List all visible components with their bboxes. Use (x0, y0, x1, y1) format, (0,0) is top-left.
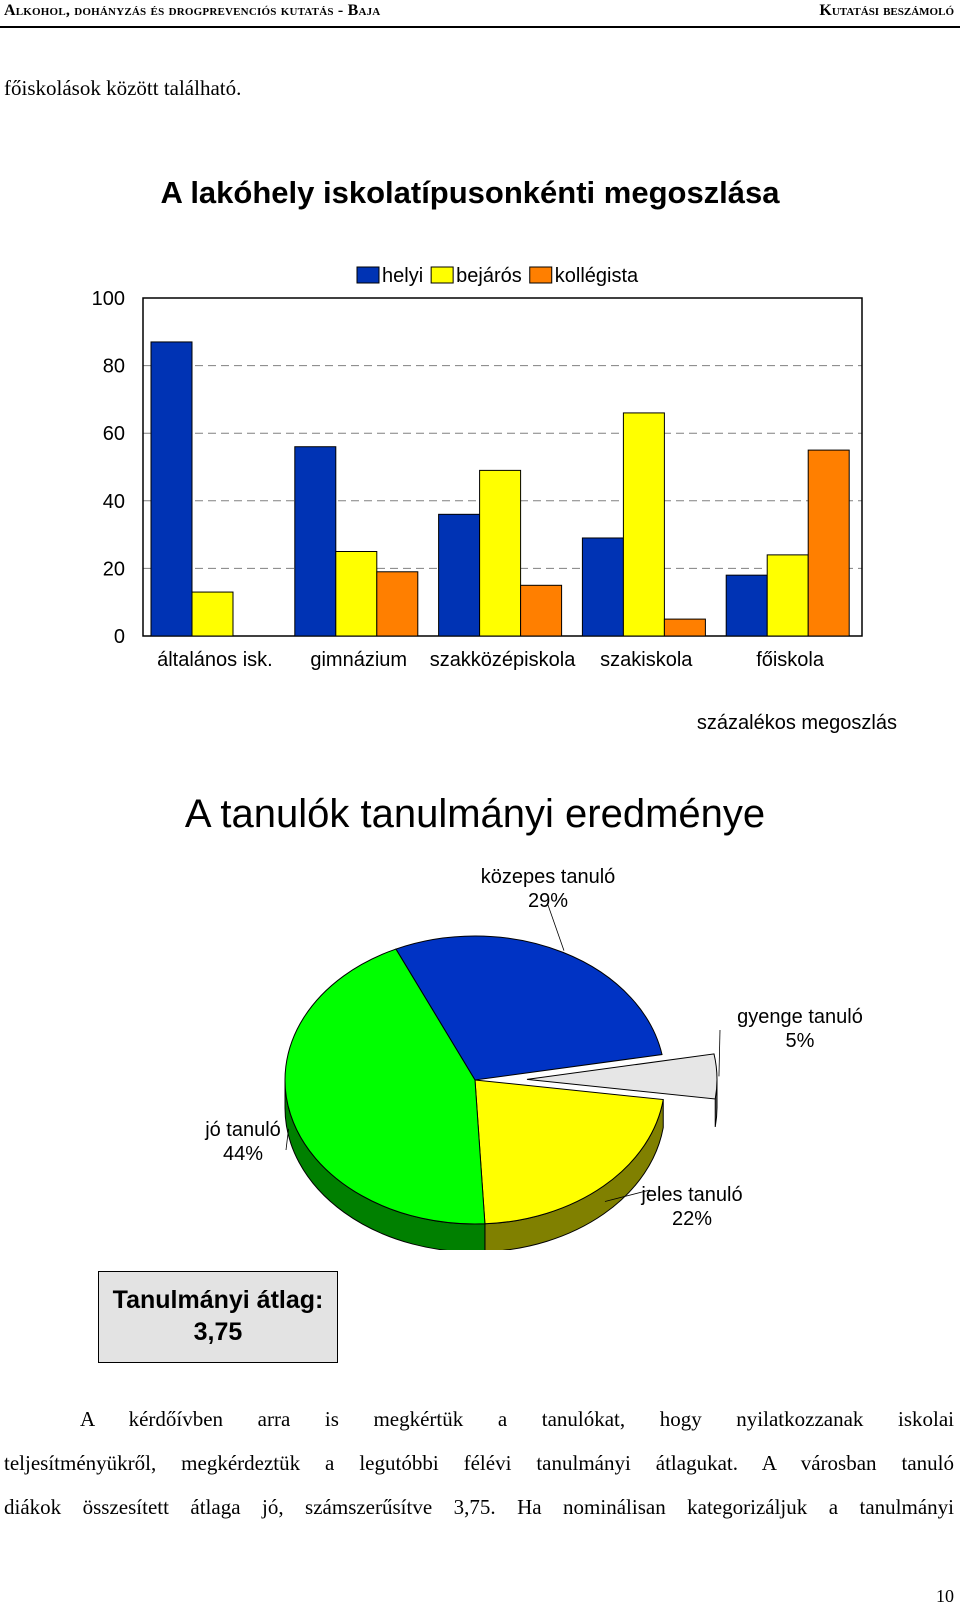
x-tick-label: általános isk. (157, 649, 273, 671)
page-number: 10 (936, 1586, 954, 1606)
bar (582, 538, 623, 636)
intro-text: főiskolások között található. (4, 76, 242, 100)
bar (521, 585, 562, 636)
bar (808, 450, 849, 636)
bar-chart (0, 160, 960, 740)
bar (480, 470, 521, 636)
body-line: teljesítményükről, megkérdeztük a legutóbbi félévi tanulmányi átlagukat. A városban tanuló (4, 1451, 954, 1475)
pie-label-percent: 5% (785, 1030, 815, 1052)
pie-label-percent: 44% (222, 1143, 264, 1165)
pie-label-name: közepes tanuló (480, 866, 616, 888)
pie-label-name: jó tanuló (205, 1119, 281, 1141)
y-tick-label: 60 (102, 423, 125, 446)
pie-label-name: gyenge tanuló (737, 1006, 863, 1028)
x-tick-label: gimnázium (310, 649, 408, 671)
header-report-label: Kutatási beszámoló (819, 2, 954, 19)
legend-swatch (431, 267, 453, 283)
bar (623, 413, 664, 636)
bar (192, 592, 233, 636)
legend-swatch (530, 267, 552, 283)
y-tick-label: 80 (102, 355, 125, 378)
y-tick-label: 100 (91, 288, 125, 310)
bar (439, 514, 480, 636)
body-line: diákok összesített átlaga jó, számszerűsítve 3,75. Ha nominálisan kategorizáljuk a tanulmányi (4, 1495, 954, 1519)
legend-label: bejárós (456, 265, 522, 287)
y-tick-label: 40 (102, 490, 125, 513)
pie-label-percent: 29% (527, 890, 569, 912)
pie-label-name: jeles tanuló (641, 1184, 743, 1206)
x-tick-label: szakiskola (600, 649, 693, 671)
bar (336, 552, 377, 637)
y-tick-label: 20 (102, 558, 125, 581)
x-tick-label: főiskola (756, 649, 825, 671)
bar (151, 342, 192, 636)
pie-label-percent: 22% (671, 1208, 713, 1230)
bar (767, 555, 808, 636)
leader-line (719, 1030, 720, 1076)
pie-chart (0, 790, 960, 1250)
chart-title: A tanulók tanulmányi eredménye (184, 792, 766, 836)
chart-note: százalékos megoszlás (696, 712, 897, 734)
average-box (98, 1271, 338, 1363)
average-value: 3,75 (193, 1318, 243, 1346)
page-header (0, 0, 960, 28)
header-title: Alkohol, dohányzás és drogprevenciós kutatás - Baja (4, 2, 381, 19)
chart-title: A lakóhely iskolatípusonkénti megoszlása (160, 175, 780, 210)
average-label: Tanulmányi átlag: (112, 1286, 324, 1314)
bar (377, 572, 418, 636)
legend-label: helyi (382, 265, 424, 287)
y-tick-label: 0 (113, 626, 125, 648)
x-tick-label: szakközépiskola (429, 649, 576, 671)
bar (295, 447, 336, 636)
legend-label: kollégista (554, 265, 639, 287)
body-paragraph (4, 1397, 954, 1529)
pie-slice (475, 1080, 663, 1224)
bar (664, 619, 705, 636)
legend-swatch (357, 267, 379, 283)
body-line: A kérdőívben arra is megkértük a tanulókat, hogy nyilatkozzanak iskolai (80, 1407, 954, 1431)
bar (726, 575, 767, 636)
